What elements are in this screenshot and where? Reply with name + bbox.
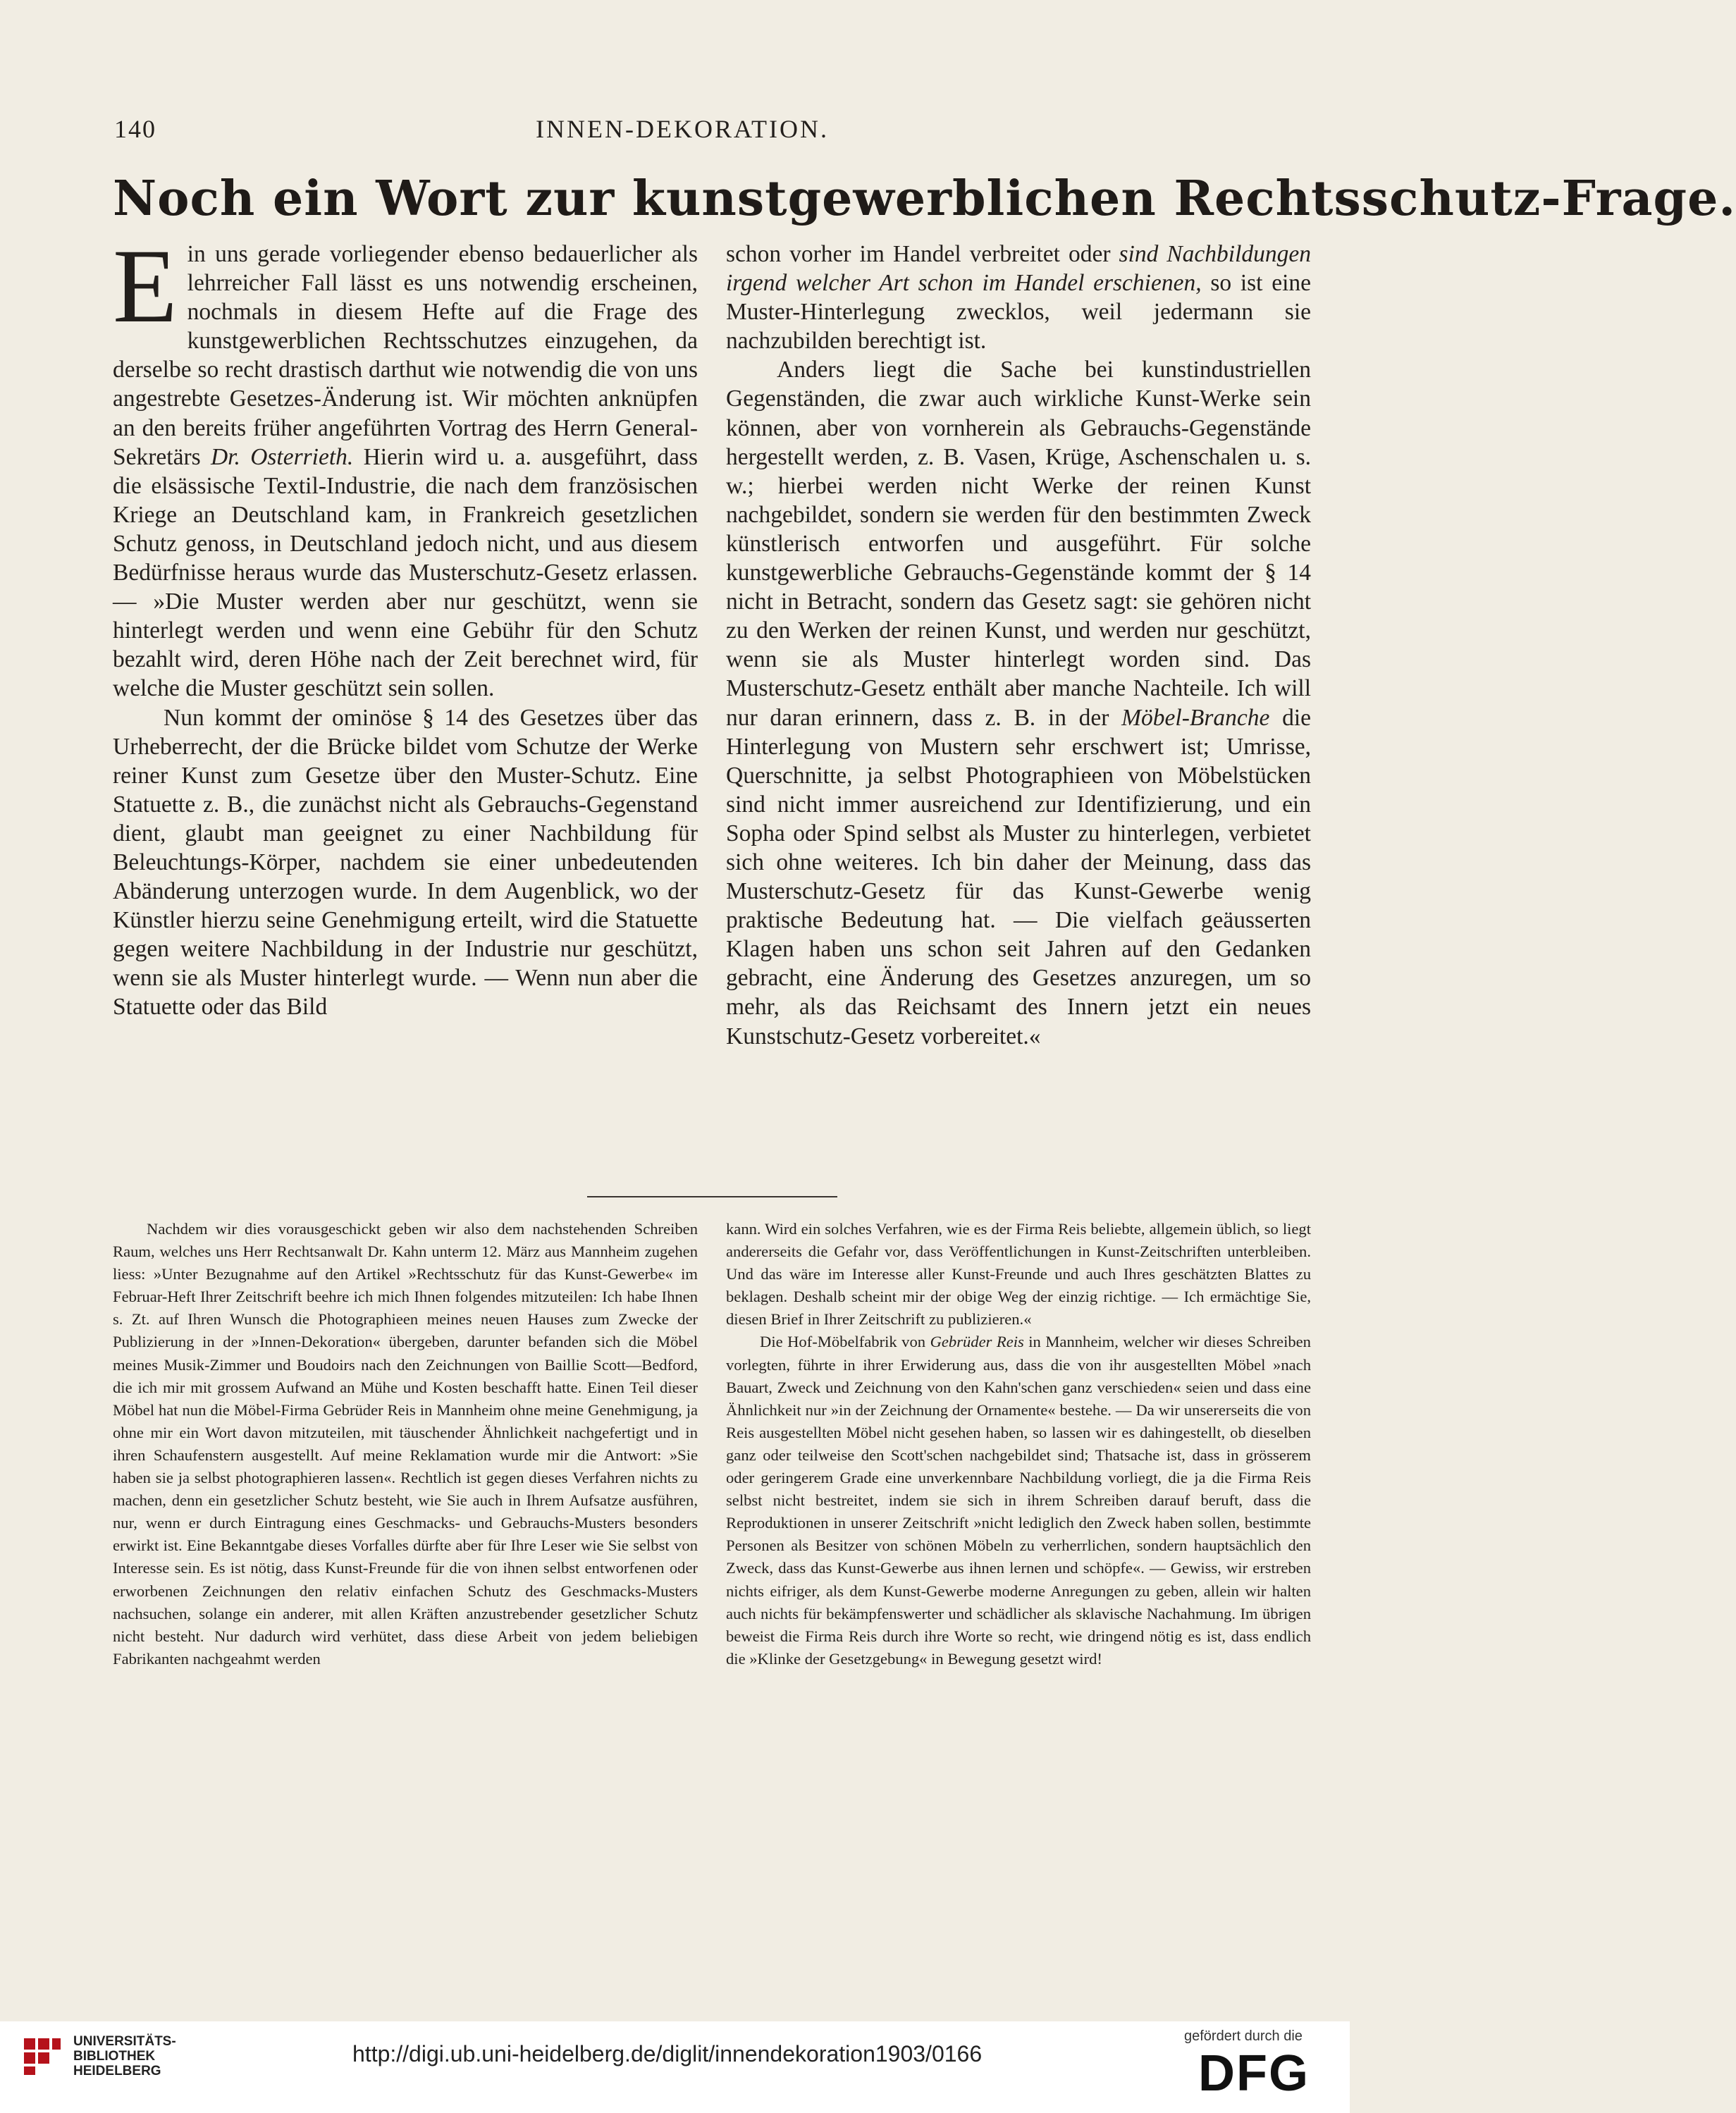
article-column-right (726, 240, 1311, 1051)
library-line: HEIDELBERG (73, 2064, 161, 2078)
text-run: Anders liegt die Sache bei kunstindustriellen Gegenständen, die zwar auch wirkliche Kunst-Werke sein können, aber von vornherein als Gebrauchs-Gegenstände hergestellt werden, z. B. Vasen, Krüge, Aschenschalen u. s. w.; hierbei werden nicht Werke der reinen Kunst nachgebildet, sondern sie werden für den bestimmten Zweck künstlerisch entworfen und ausgeführt. Für solche kunstgewerbliche Gebrauchs-Gegenstände kommt der § 14 nicht in Betracht, sondern das Gesetz sagt: sie gehören nicht zu den Werken der reinen Kunst, und werden nur geschützt, wenn sie als Muster hinterlegt worden sind. Das Musterschutz-Gesetz enthält aber manche Nachteile. Ich will nur daran erinnern, dass z. B. in der (726, 357, 1311, 731)
dfg-logo-icon: DFG (1198, 2045, 1310, 2102)
paragraph (726, 355, 1311, 1050)
library-line: BIBLIOTHEK (73, 2049, 156, 2064)
text-run: so ist eine Muster-Hinterlegung zwecklos, weil jedermann sie nachzubilden berechtigt ist. (726, 270, 1311, 355)
footer-bar (0, 2021, 1350, 2113)
drop-cap: E (113, 228, 178, 345)
page-number: 140 (114, 115, 156, 143)
letter-column-left (113, 1218, 698, 1670)
library-line: UNIVERSITÄTS- (73, 2034, 176, 2049)
paragraph: Nun kommt der ominöse § 14 des Gesetzes über das Urheberrecht, der die Brücke bildet vom Schutze der Werke reiner Kunst zum Gesetze über den Muster-Schutz. Eine Statuette z. B., die zunächst nicht als Gebrauchs-Gegenstand dient, glaubt man geeignet zu einer Nachbildung für Beleuchtungs-Körper, nachdem sie einer unbedeutenden Abänderung unterzogen wurde. In dem Augenblick, wo der Künstler hierzu seine Genehmigung erteilt, wird die Statuette gegen weitere Nachbildung in der Industrie nur geschützt, wenn sie als Muster hinterlegt wurde. — Wenn nun aber die Statuette oder das Bild (113, 704, 698, 1021)
text-run: Die Hof-Möbelfabrik von (760, 1333, 926, 1351)
paragraph (113, 228, 698, 703)
university-library-logo-icon (21, 2035, 63, 2078)
source-url-link[interactable]: http://digi.ub.uni-heidelberg.de/diglit/innendekoration1903/0166 (352, 2041, 983, 2066)
emphasis: Möbel-Branche (1121, 704, 1270, 731)
emphasis: Gebrüder Reis (930, 1333, 1024, 1351)
article-column-left (113, 228, 698, 1022)
text-run: in uns gerade vorliegender ebenso bedauerlicher als lehrreicher Fall lässt es uns notwendig erscheinen, nochmals in diesem Hefte auf die Frage des kunstgewerblichen Rechtsschutzes einzugehen, da derselbe so recht drastisch darthut wie notwendig die von uns angestrebte Gesetzes-Änderung ist. Wir möchten anknüpfen an den bereits früher angeführten Vortrag des Herrn General-Sekretärs (113, 241, 698, 470)
paragraph (726, 240, 1311, 355)
paragraph (726, 1331, 1311, 1670)
emphasis: sind Nachbildungen irgend welcher Art schon im Handel erschienen, (726, 241, 1311, 297)
text-run: schon vorher im Handel verbreitet oder (726, 241, 1111, 267)
section-divider (587, 1196, 837, 1197)
funding-label: gefördert durch die (1184, 2028, 1303, 2044)
text-run: in Mannheim, welcher wir dieses Schreiben vorlegten, führte in ihrer Erwiderung aus, dass die von ihr ausgestellten Möbel »nach Bauart, Zweck und Zeichnung von den Kahn'schen ganz verschieden« seien und dass eine Ähnlichkeit nur »in der Zeichnung der Ornamente« bestehe. — Da wir unsererseits die von Reis ausgestellten Möbel nicht gesehen haben, so lassen wir es dahingestellt, ob dieselben ganz oder teilweise den Scott'schen nachgebildet sind; Thatsache ist, dass in grösserem oder geringerem Grade eine unverkennbare Nachbildung vorliegt, die ja die Firma Reis selbst nicht bestreitet, indem sie sich in ihrem Schreiben darauf beruft, dass die Reproduktionen in unserer Zeitschrift »nicht lediglich den Zweck haben sollen, bestimmte Personen als Besitzer von schönen Möbeln zu verherrlichen, sondern hauptsächlich den Zweck, dass das Kunst-Gewerbe aus ihnen lernen und schöpfe«. — Gewiss, wir erstreben nichts eifriger, als dem Kunst-Gewerbe moderne Anregungen zu geben, allein wir halten auch nichts für bekämpfenswerter und schädlicher als sklavische Nachahmung. Im übrigen beweist die Firma Reis durch ihre Worte so recht, wie dringend nötig es ist, dass endlich die »Klinke der Gesetzgebung« in Bewegung gesetzt wird! (726, 1333, 1311, 1668)
running-header: INNEN-DEKORATION. (536, 115, 829, 143)
emphasis: Dr. Osterrieth. (210, 443, 354, 470)
letter-column-right (726, 1218, 1311, 1670)
text-run: Hierin wird u. a. ausgeführt, dass die elsässische Textil-Industrie, die nach dem französischen Kriege an Deutschland kam, in Frankreich gesetzlichen Schutz genoss, in Deutschland jedoch nicht, und aus diesem Bedürfnisse heraus wurde das Musterschutz-Gesetz erlassen. — »Die Muster werden aber nur geschützt, wenn sie hinterlegt werden und wenn eine Gebühr für den Schutz bezahlt wird, deren Höhe nach der Zeit berechnet wird, für welche die Muster geschützt sein sollen. (113, 443, 698, 702)
article-title: Noch ein Wort zur kunstgewerblichen Rechtsschutz-Frage. (113, 171, 1736, 227)
paragraph: kann. Wird ein solches Verfahren, wie es der Firma Reis beliebte, allgemein üblich, so liegt andererseits die Gefahr vor, dass Veröffentlichungen in Kunst-Zeitschriften unterbleiben. Und das wäre im Interesse aller Kunst-Freunde und auch Ihres geschätzten Blattes zu beklagen. Deshalb scheint mir der obige Weg der einzig richtige. — Ich ermächtige Sie, diesen Brief in Ihrer Zeitschrift zu publizieren.« (726, 1220, 1311, 1329)
paragraph: Nachdem wir dies vorausgeschickt geben wir also dem nachstehenden Schreiben Raum, welches uns Herr Rechtsanwalt Dr. Kahn unterm 12. März aus Mannheim zugehen liess: »Unter Bezugnahme auf den Artikel »Rechtsschutz für das Kunst-Gewerbe« im Februar-Heft Ihrer Zeitschrift beehre ich mich Ihnen folgendes mitzuteilen: Ich habe Ihnen s. Zt. auf Ihren Wunsch die Photographieen meines neuen Hauses zum Zwecke der Publizierung in der »Innen-Dekoration« übergeben, darunter befanden sich die Möbel meines Musik-Zimmer und Boudoirs nach den Zeichnungen von Baillie Scott—Bedford, die ich mir mit grossem Aufwand an Mühe und Kosten beschafft hatte. Einen Teil dieser Möbel hat nun die Möbel-Firma Gebrüder Reis in Mannheim ohne meine Genehmigung, ja ohne mir ein Wort davon mitzuteilen, mit täuschender Ähnlichkeit nachgefertigt und in ihren Schaufenstern ausgestellt. Auf meine Reklamation wurde mir die Antwort: »Sie haben sie ja selbst photographieren lassen«. Rechtlich ist gegen dieses Verfahren nichts zu machen, denn ein gesetzlicher Schutz besteht, wie Sie auch in Ihrem Aufsatze ausführen, nur, wenn er durch Eintragung eines Geschmacks- und Gebrauchs-Musters besonders erwirkt ist. Eine Bekanntgabe dieses Vorfalles dürfte aber für Ihre Leser wie Sie selbst von Interesse sein. Es ist nötig, dass Kunst-Freunde für die von ihnen selbst entworfenen oder erworbenen Zeichnungen den relativ einfachen Schutz des Geschmacks-Musters nachsuchen, solange ein anderer, mit allen Kräften anzustrebender gesetzlicher Schutz nicht besteht. Nur dadurch wird verhütet, dass diese Arbeit von jedem beliebigen Fabrikanten nachgeahmt werden (113, 1220, 698, 1668)
text-run: die Hinterlegung von Mustern sehr erschwert ist; Umrisse, Querschnitte, ja selbst Photographieen von Möbelstücken sind nicht immer ausreichend zur Identifizierung, und ein Sopha oder Spind selbst als Muster zu hinterlegen, verbietet sich ohne weiteres. Ich bin daher der Meinung, dass das Musterschutz-Gesetz für das Kunst-Gewerbe wenig praktische Bedeutung hat. — Die vielfach geäusserten Klagen haben uns schon seit Jahren auf den Gedanken gebracht, eine Änderung des Gesetzes anzuregen, um so mehr, als das Reichsamt des Innern jetzt ein neues Kunstschutz-Gesetz vorbereitet.« (726, 704, 1311, 1049)
university-library-label (73, 2034, 176, 2078)
